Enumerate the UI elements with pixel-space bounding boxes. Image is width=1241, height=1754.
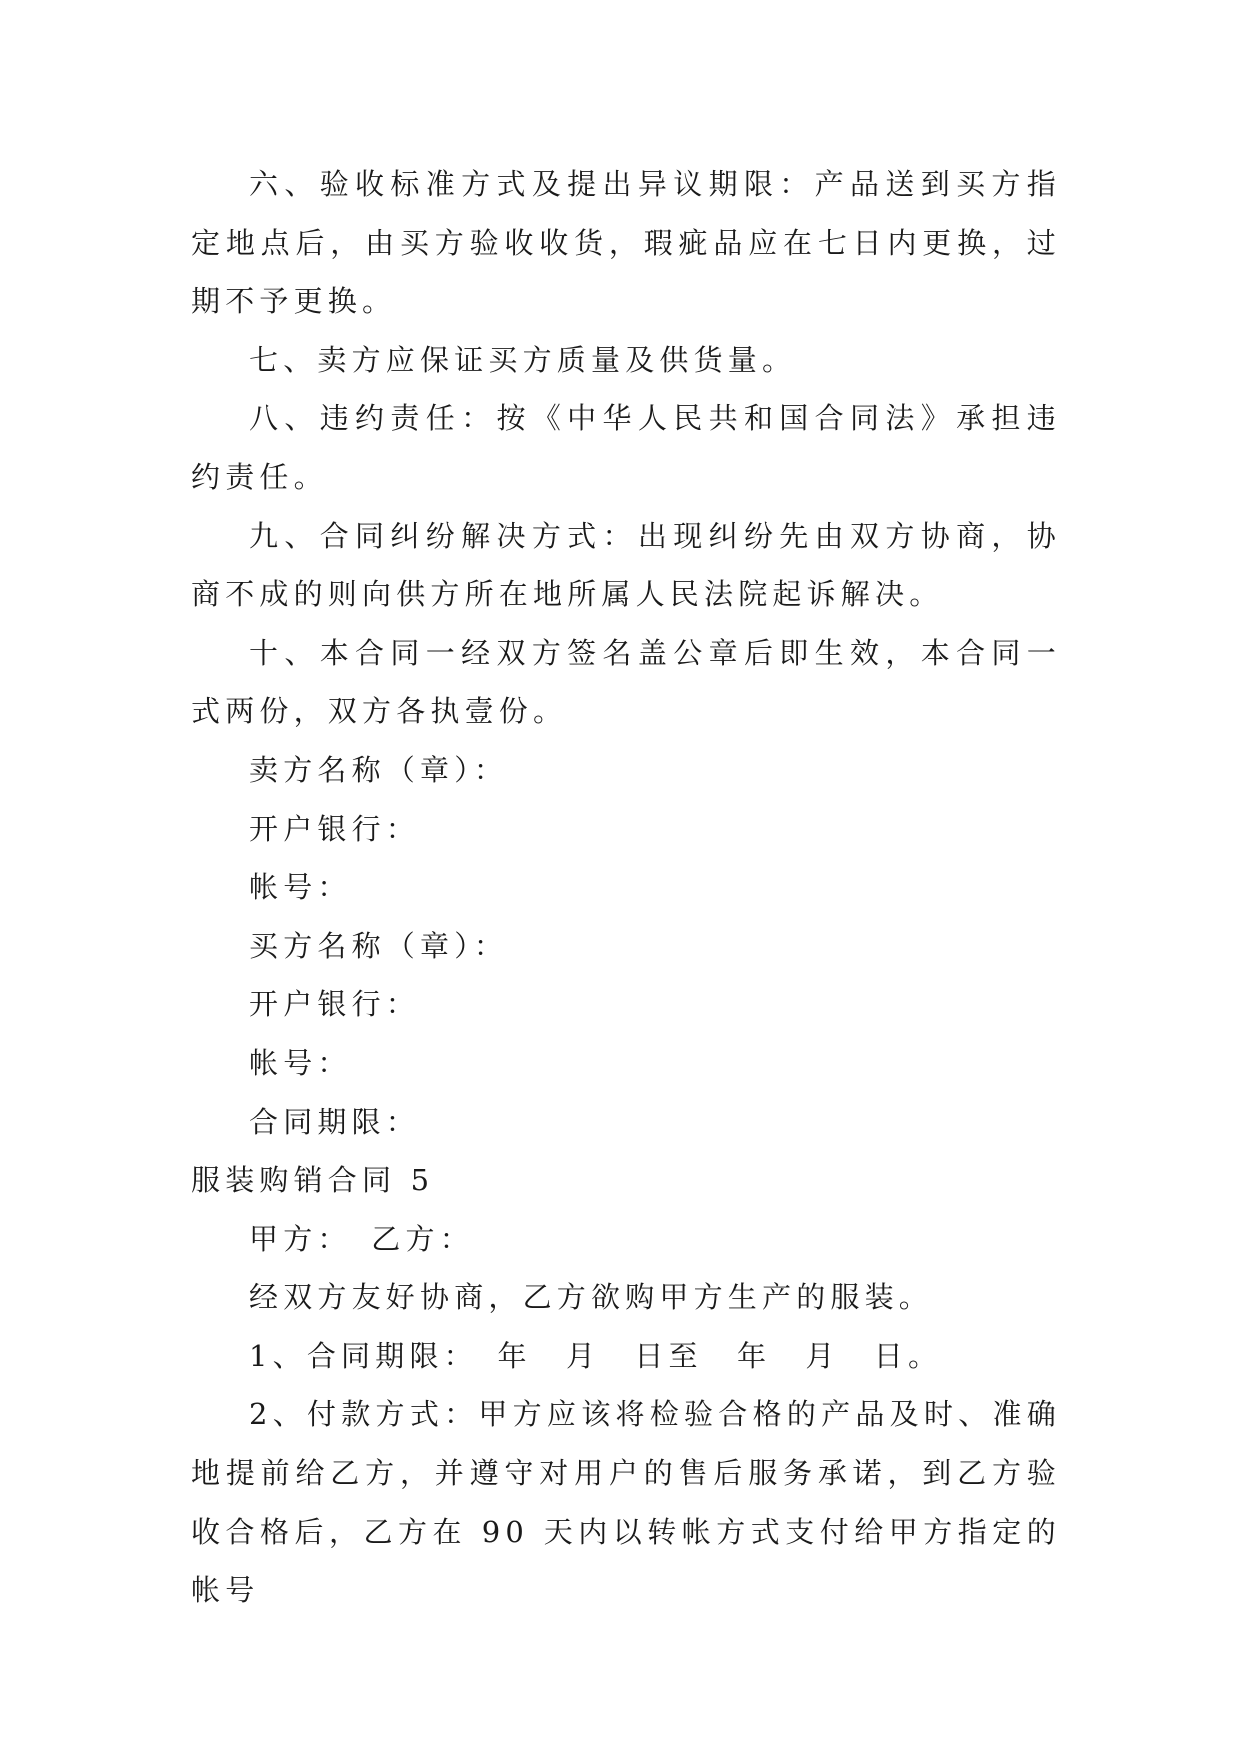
buyer-account-field: 帐号： xyxy=(249,1045,352,1080)
preamble: 经双方友好协商，乙方欲购甲方生产的服装。 xyxy=(249,1280,934,1315)
document-body xyxy=(191,155,1061,1620)
parties-line: 甲方： 乙方： xyxy=(249,1221,474,1256)
seller-name-field: 卖方名称（章）： xyxy=(249,752,509,787)
clause-1-term: 1、合同期限： 年 月 日至 年 月 日。 xyxy=(249,1338,943,1373)
contract-term-field: 合同期限： xyxy=(249,1104,421,1139)
contract-5-heading: 服装购销合同 5 xyxy=(191,1163,435,1198)
clause-6-inspection: 六、验收标准方式及提出异议期限：产品送到买方指定地点后，由买方验收收货，瑕疵品应在七日内更换，过期不予更换。 xyxy=(191,167,1061,319)
buyer-name-field: 买方名称（章）： xyxy=(249,928,509,963)
seller-account-field: 帐号： xyxy=(249,870,352,905)
clause-7-quality: 七、卖方应保证买方质量及供货量。 xyxy=(249,342,797,377)
clause-9-disputes: 九、合同纠纷解决方式：出现纠纷先由双方协商，协商不成的则向供方所在地所属人民法院起诉解决。 xyxy=(191,518,1061,612)
clause-2-payment: 2、付款方式：甲方应该将检验合格的产品及时、准确地提前给乙方，并遵守对用户的售后服务承诺，到乙方验收合格后，乙方在 90 天内以转帐方式支付给甲方指定的帐号 xyxy=(191,1397,1061,1608)
clause-8-liability: 八、违约责任：按《中华人民共和国合同法》承担违约责任。 xyxy=(191,401,1061,494)
seller-bank-field: 开户银行： xyxy=(249,811,421,846)
clause-10-effect: 十、本合同一经双方签名盖公章后即生效，本合同一式两份，双方各执壹份。 xyxy=(191,635,1061,729)
buyer-bank-field: 开户银行： xyxy=(249,987,421,1022)
